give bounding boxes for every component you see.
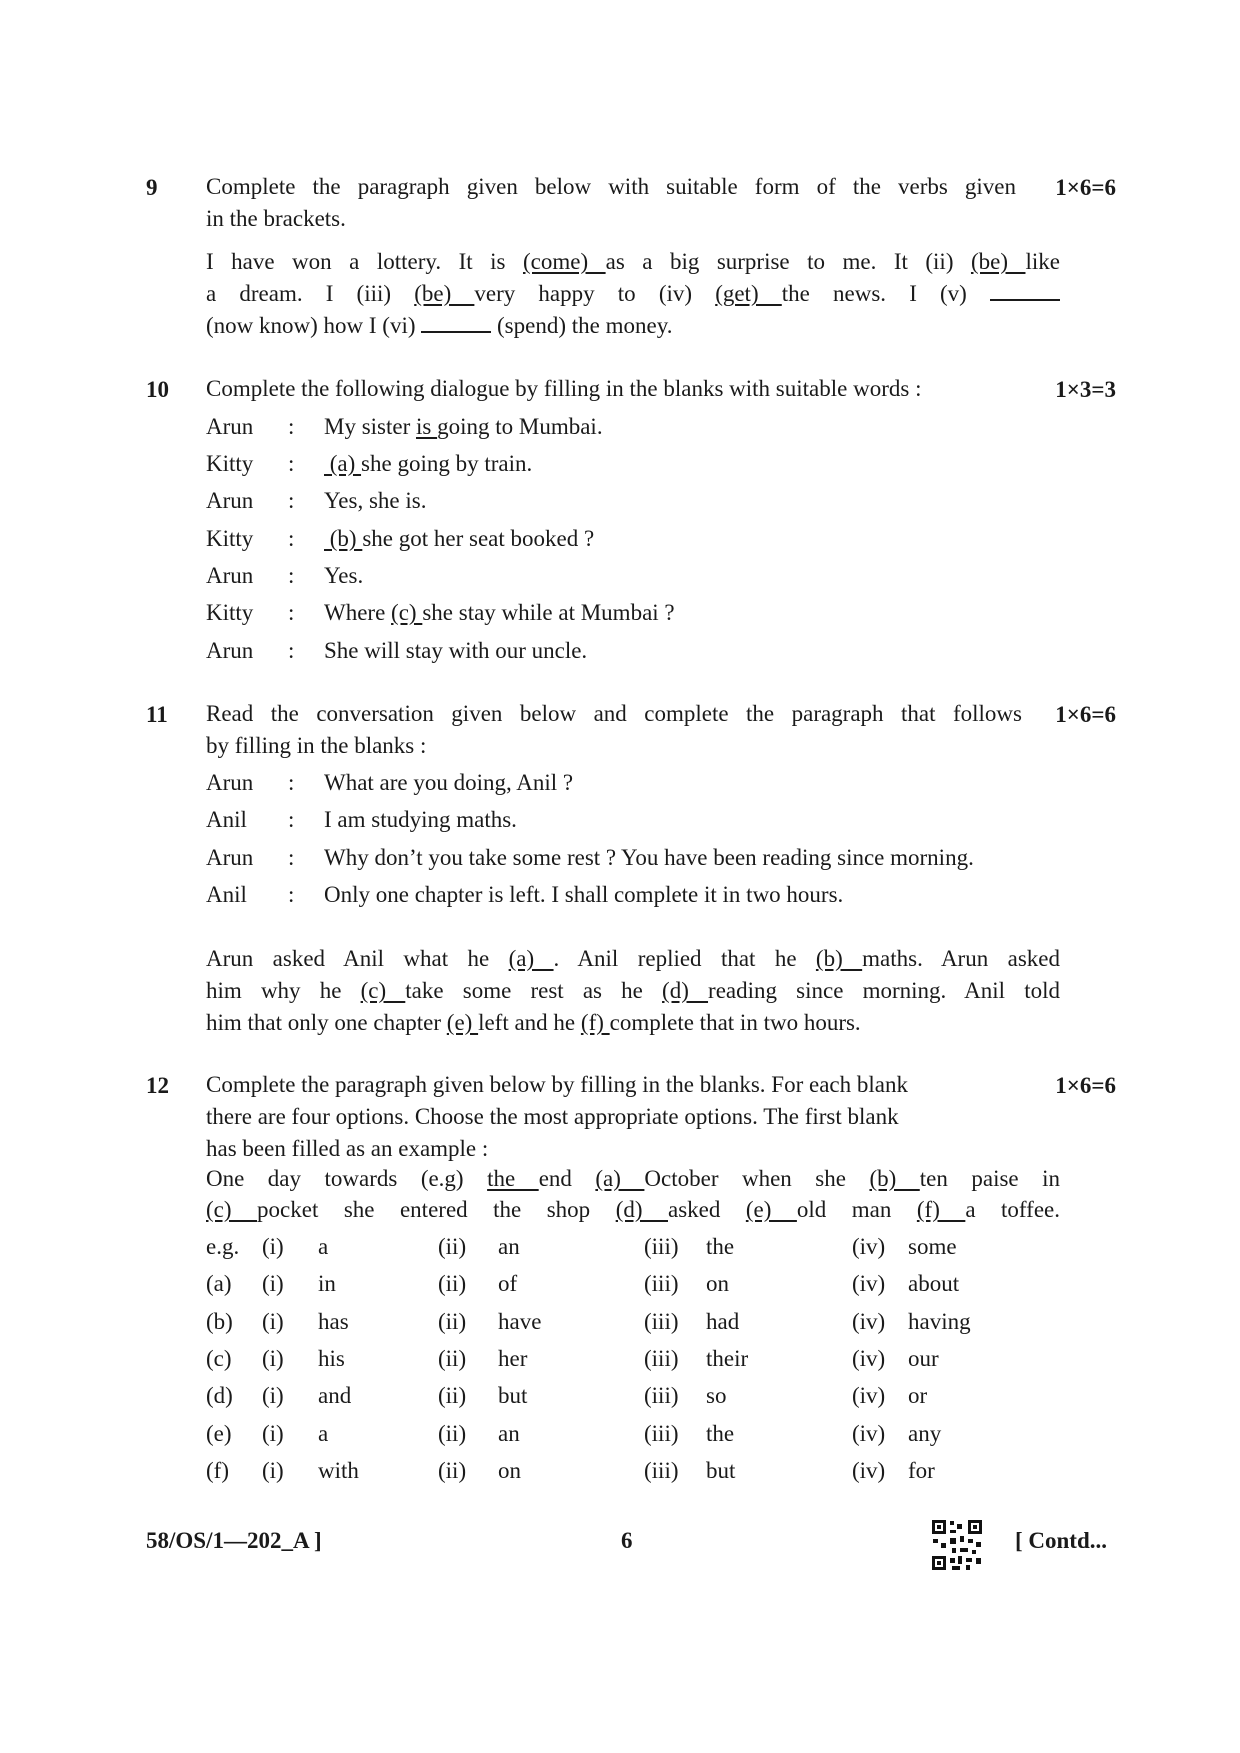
option-text: but: [706, 1457, 736, 1483]
option-number: (iii): [644, 1457, 679, 1483]
marks: 1×6=6: [1055, 702, 1116, 727]
paragraph-line: him why he (c) take some rest as he (d) reading since morning. Anil told: [206, 978, 1060, 1003]
instruction-line: by filling in the blanks :: [206, 733, 427, 758]
option-number: (ii): [438, 1271, 467, 1297]
filled-blank: (come): [522, 249, 606, 274]
filled-blank: (a): [324, 451, 362, 476]
option-number: (i): [262, 1234, 284, 1259]
option-row-label: (a): [206, 1271, 232, 1297]
option-number: (iii): [644, 1271, 679, 1297]
dialogue-line: Arun : What are you doing, Anil ?: [206, 770, 574, 795]
filled-blank: (c): [206, 1197, 258, 1222]
filled-blank: (b): [324, 526, 363, 551]
filled-blank: (d): [615, 1197, 668, 1222]
option-text: of: [498, 1271, 518, 1297]
option-text: in: [318, 1271, 336, 1297]
paragraph-line: (c) pocket she entered the shop (d) asked (e) old man (f) a toffee.: [206, 1197, 1061, 1222]
option-row-label: (e): [206, 1420, 232, 1446]
option-text: a: [318, 1234, 329, 1259]
filled-blank: (c): [391, 600, 423, 625]
option-text: her: [498, 1345, 528, 1371]
dialogue-line: Anil : I am studying maths.: [206, 807, 517, 832]
question-number: 10: [146, 377, 169, 402]
option-number: (ii): [438, 1383, 467, 1409]
filled-blank: is: [416, 414, 438, 439]
option-text: any: [908, 1420, 942, 1446]
option-number: (iv): [852, 1308, 886, 1334]
paragraph-line: (now know) how I (vi) (spend) the money.: [206, 313, 673, 338]
option-number: (i): [262, 1271, 284, 1297]
instruction-line: in the brackets.: [206, 206, 346, 231]
dialogue-line: Anil : Only one chapter is left. I shall complete it in two hours.: [206, 882, 844, 907]
instruction-line: there are four options. Choose the most appropriate options. The first blank: [206, 1104, 899, 1129]
option-text: an: [498, 1234, 520, 1259]
option-text: some: [908, 1234, 957, 1259]
option-number: (ii): [438, 1420, 467, 1446]
option-number: (iii): [644, 1308, 679, 1334]
option-text: on: [706, 1271, 729, 1297]
option-text: having: [908, 1308, 971, 1334]
option-number: (iii): [644, 1420, 679, 1446]
marks: 1×3=3: [1055, 377, 1116, 402]
option-row-label: (b): [206, 1308, 233, 1334]
dialogue-line: Arun : Yes.: [206, 563, 364, 588]
option-text: has: [318, 1308, 349, 1334]
option-row-label: (f): [206, 1457, 229, 1483]
option-number: (ii): [438, 1457, 467, 1483]
filled-blank: (f): [580, 1010, 610, 1035]
filled-blank: (b): [869, 1166, 920, 1191]
instruction-line: Read the conversation given below and complete the paragraph that follows: [206, 701, 1022, 726]
option-text: but: [498, 1383, 528, 1409]
option-number: (iii): [644, 1383, 679, 1409]
filled-blank: (a): [595, 1166, 645, 1191]
filled-blank: (b): [815, 946, 863, 971]
filled-blank: (e): [745, 1197, 797, 1222]
option-number: (iv): [852, 1420, 886, 1446]
page-number: 6: [621, 1528, 633, 1553]
paragraph-line: Arun asked Anil what he (a) . Anil replied that he (b) maths. Arun asked: [206, 946, 1060, 971]
option-number: (iii): [644, 1234, 679, 1259]
option-text: on: [498, 1457, 521, 1483]
option-text: the: [706, 1234, 735, 1259]
option-text: a: [318, 1420, 329, 1446]
option-text: have: [498, 1308, 542, 1334]
dialogue-line: Arun : Why don’t you take some rest ? You have been reading since morning.: [206, 845, 974, 870]
option-number: (ii): [438, 1234, 467, 1259]
option-text: had: [706, 1308, 740, 1334]
dialogue-line: Arun : She will stay with our uncle.: [206, 638, 588, 663]
option-text: for: [908, 1457, 935, 1483]
option-number: (i): [262, 1383, 284, 1409]
empty-blank: [421, 313, 491, 333]
option-number: (iv): [852, 1457, 886, 1483]
marks: 1×6=6: [1055, 175, 1116, 200]
question-number: 12: [146, 1073, 169, 1098]
option-text: an: [498, 1420, 520, 1446]
option-text: so: [706, 1383, 727, 1409]
option-number: (iv): [852, 1271, 886, 1297]
instruction-line: Complete the following dialogue by filling in the blanks with suitable words :: [206, 376, 922, 401]
option-number: (iii): [644, 1345, 679, 1371]
filled-blank: (get): [715, 281, 782, 306]
continued-label: [ Contd...: [1015, 1528, 1108, 1553]
option-text: or: [908, 1383, 928, 1409]
filled-blank: (be): [970, 249, 1026, 274]
paragraph-line: I have won a lottery. It is (come) as a big surprise to me. It (ii) (be) like: [206, 249, 1060, 274]
option-text: our: [908, 1345, 939, 1371]
option-text: his: [318, 1345, 345, 1371]
option-text: with: [318, 1457, 359, 1483]
instruction-line: has been filled as an example :: [206, 1136, 489, 1161]
dialogue-line: Arun : Yes, she is.: [206, 488, 427, 513]
option-row-label: (c): [206, 1345, 232, 1371]
option-number: (i): [262, 1345, 284, 1371]
dialogue-line: Kitty : (b) she got her seat booked ?: [206, 526, 595, 551]
option-number: (ii): [438, 1345, 467, 1371]
filled-blank: (d): [662, 978, 709, 1003]
qr-code-icon: [930, 1518, 984, 1572]
paragraph-line: him that only one chapter (e) left and he (f) complete that in two hours.: [206, 1010, 861, 1035]
option-number: (i): [262, 1308, 284, 1334]
option-number: (iv): [852, 1234, 886, 1259]
option-number: (ii): [438, 1308, 467, 1334]
empty-blank: [990, 281, 1060, 301]
option-text: the: [706, 1420, 735, 1446]
filled-blank: (e): [446, 1010, 479, 1035]
instruction-line: Complete the paragraph given below by filling in the blanks. For each blank: [206, 1072, 908, 1097]
filled-blank: (f): [916, 1197, 966, 1222]
dialogue-line: Kitty : (a) she going by train.: [206, 451, 533, 476]
question-number: 9: [146, 175, 158, 200]
option-number: (i): [262, 1420, 284, 1446]
option-row-label: e.g.: [206, 1234, 240, 1259]
question-number: 11: [146, 702, 168, 727]
filled-blank: (a): [508, 946, 554, 971]
instruction-line: Complete the paragraph given below with suitable form of the verbs given: [206, 174, 1016, 199]
filled-blank: (c): [360, 978, 406, 1003]
filled-blank: the: [487, 1166, 539, 1191]
paragraph-line: One day towards (e.g) the end (a) October when she (b) ten paise in: [206, 1166, 1060, 1191]
option-text: and: [318, 1383, 352, 1409]
dialogue-line: Arun : My sister is going to Mumbai.: [206, 414, 603, 439]
option-number: (iv): [852, 1383, 886, 1409]
option-row-label: (d): [206, 1383, 233, 1409]
dialogue-line: Kitty : Where (c) she stay while at Mumbai ?: [206, 600, 675, 625]
paper-code: 58/OS/1—202_A ]: [146, 1528, 322, 1553]
option-text: their: [706, 1345, 749, 1371]
paragraph-line: a dream. I (iii) (be) very happy to (iv) (get) the news. I (v): [206, 279, 1060, 309]
option-text: about: [908, 1271, 960, 1297]
marks: 1×6=6: [1055, 1073, 1116, 1098]
option-number: (iv): [852, 1345, 886, 1371]
filled-blank: (be): [414, 281, 475, 306]
option-number: (i): [262, 1457, 284, 1483]
